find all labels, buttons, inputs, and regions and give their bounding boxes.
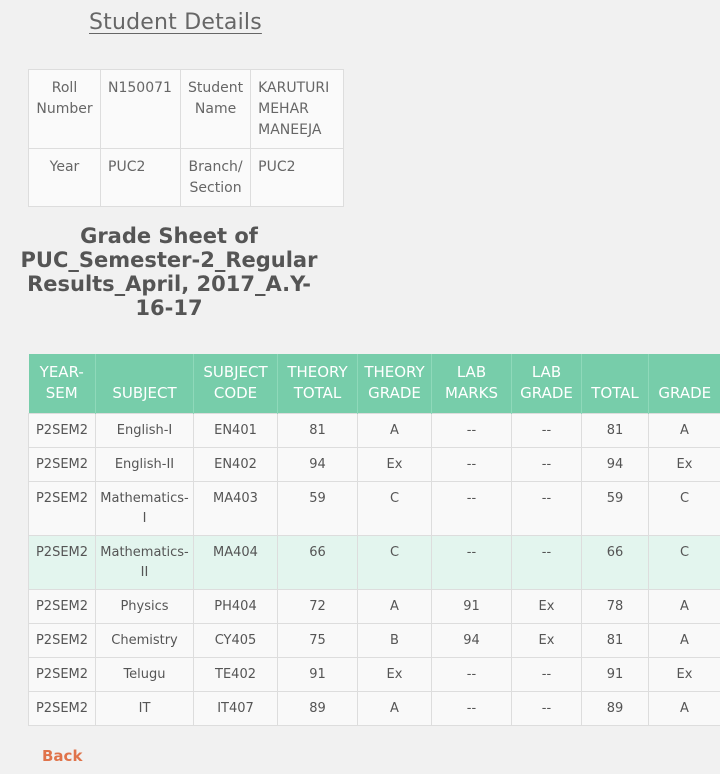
cell-grade: Ex — [649, 658, 720, 692]
cell-subject: Chemistry — [96, 624, 194, 658]
col-header-lab-marks: LAB MARKS — [432, 354, 512, 414]
col-header-grade: GRADE — [649, 354, 720, 414]
cell-year-sem: P2SEM2 — [29, 624, 96, 658]
cell-theory-grade: B — [358, 624, 432, 658]
cell-total: 94 — [582, 448, 649, 482]
grade-title-line-2: PUC_Semester-2_Regular — [20, 248, 318, 272]
cell-lab-grade: -- — [512, 536, 582, 590]
cell-lab-grade: -- — [512, 414, 582, 448]
grade-table — [28, 354, 720, 726]
col-header-theory-total: THEORY TOTAL — [278, 354, 358, 414]
cell-theory-total: 59 — [278, 482, 358, 536]
col-header-theory-grade: THEORY GRADE — [358, 354, 432, 414]
roll-number-label — [29, 70, 101, 149]
cell-lab-grade: Ex — [512, 590, 582, 624]
page-title: Student Details — [89, 10, 262, 35]
cell-lab-grade: -- — [512, 448, 582, 482]
table-row — [29, 590, 720, 624]
cell-lab-marks: 94 — [432, 624, 512, 658]
cell-total: 91 — [582, 658, 649, 692]
cell-year-sem: P2SEM2 — [29, 536, 96, 590]
cell-grade: A — [649, 590, 720, 624]
cell-theory-grade: Ex — [358, 448, 432, 482]
table-row — [29, 448, 720, 482]
cell-theory-grade: C — [358, 536, 432, 590]
cell-subject: English-II — [96, 448, 194, 482]
cell-subject-code: CY405 — [194, 624, 278, 658]
cell-grade: C — [649, 536, 720, 590]
cell-theory-grade: C — [358, 482, 432, 536]
cell-lab-grade: -- — [512, 482, 582, 536]
cell-theory-total: 81 — [278, 414, 358, 448]
cell-subject-code: MA403 — [194, 482, 278, 536]
cell-lab-marks: -- — [432, 414, 512, 448]
cell-lab-marks: -- — [432, 536, 512, 590]
cell-lab-marks: -- — [432, 482, 512, 536]
cell-theory-grade: Ex — [358, 658, 432, 692]
cell-theory-total: 89 — [278, 692, 358, 726]
cell-theory-grade: A — [358, 414, 432, 448]
roll-number-label-text: Roll Number — [36, 80, 93, 117]
cell-grade: Ex — [649, 448, 720, 482]
student-details-table — [28, 69, 344, 207]
cell-subject: IT — [96, 692, 194, 726]
student-row-2 — [29, 149, 344, 207]
cell-grade: C — [649, 482, 720, 536]
cell-theory-total: 66 — [278, 536, 358, 590]
grade-title-line-1: Grade Sheet of — [80, 224, 258, 248]
year-value — [101, 149, 181, 207]
cell-total: 66 — [582, 536, 649, 590]
cell-subject-code: EN402 — [194, 448, 278, 482]
cell-lab-marks: 91 — [432, 590, 512, 624]
table-row-highlighted — [29, 536, 720, 590]
student-name-value-text: KARUTURI MEHAR MANEEJA — [258, 80, 330, 138]
table-row — [29, 624, 720, 658]
cell-subject-code: MA404 — [194, 536, 278, 590]
col-header-year-sem: YEAR-SEM — [29, 354, 96, 414]
branch-label-text: Branch/ Section — [188, 159, 243, 196]
roll-number-value — [101, 70, 181, 149]
grade-table-header — [29, 354, 720, 414]
table-row — [29, 658, 720, 692]
year-label-text: Year — [49, 159, 80, 175]
cell-subject: English-I — [96, 414, 194, 448]
cell-lab-grade: -- — [512, 692, 582, 726]
cell-subject: Mathematics-II — [96, 536, 194, 590]
cell-subject-code: TE402 — [194, 658, 278, 692]
cell-total: 78 — [582, 590, 649, 624]
cell-grade: A — [649, 692, 720, 726]
cell-total: 81 — [582, 414, 649, 448]
back-link[interactable]: Back — [42, 747, 83, 765]
branch-label — [181, 149, 251, 207]
cell-theory-total: 75 — [278, 624, 358, 658]
cell-lab-marks: -- — [432, 658, 512, 692]
table-row — [29, 692, 720, 726]
year-label — [29, 149, 101, 207]
col-header-subject-code: SUBJECT CODE — [194, 354, 278, 414]
student-row-1 — [29, 70, 344, 149]
cell-theory-grade: A — [358, 590, 432, 624]
roll-number-value-text: N150071 — [108, 80, 172, 96]
cell-year-sem: P2SEM2 — [29, 482, 96, 536]
student-name-label — [181, 70, 251, 149]
cell-theory-total: 94 — [278, 448, 358, 482]
grade-title-line-3: Results_April, 2017_A.Y- — [27, 272, 311, 296]
cell-total: 59 — [582, 482, 649, 536]
cell-theory-total: 91 — [278, 658, 358, 692]
cell-grade: A — [649, 414, 720, 448]
cell-subject: Mathematics-I — [96, 482, 194, 536]
cell-lab-grade: -- — [512, 658, 582, 692]
grade-title-line-4: 16-17 — [135, 296, 203, 320]
cell-theory-total: 72 — [278, 590, 358, 624]
student-name-label-text: Student Name — [188, 80, 244, 117]
cell-grade: A — [649, 624, 720, 658]
cell-year-sem: P2SEM2 — [29, 692, 96, 726]
cell-subject: Telugu — [96, 658, 194, 692]
cell-subject-code: EN401 — [194, 414, 278, 448]
col-header-subject: SUBJECT — [96, 354, 194, 414]
cell-subject-code: PH404 — [194, 590, 278, 624]
table-row — [29, 482, 720, 536]
col-header-lab-grade: LAB GRADE — [512, 354, 582, 414]
cell-lab-grade: Ex — [512, 624, 582, 658]
cell-total: 81 — [582, 624, 649, 658]
cell-lab-marks: -- — [432, 448, 512, 482]
cell-year-sem: P2SEM2 — [29, 658, 96, 692]
cell-year-sem: P2SEM2 — [29, 590, 96, 624]
cell-year-sem: P2SEM2 — [29, 448, 96, 482]
branch-value — [251, 149, 344, 207]
cell-subject: Physics — [96, 590, 194, 624]
year-value-text: PUC2 — [108, 159, 146, 175]
table-row — [29, 414, 720, 448]
student-name-value — [251, 70, 344, 149]
cell-lab-marks: -- — [432, 692, 512, 726]
branch-value-text: PUC2 — [258, 159, 296, 175]
col-header-total: TOTAL — [582, 354, 649, 414]
cell-total: 89 — [582, 692, 649, 726]
cell-year-sem: P2SEM2 — [29, 414, 96, 448]
cell-subject-code: IT407 — [194, 692, 278, 726]
cell-theory-grade: A — [358, 692, 432, 726]
grade-sheet-title — [0, 224, 338, 320]
